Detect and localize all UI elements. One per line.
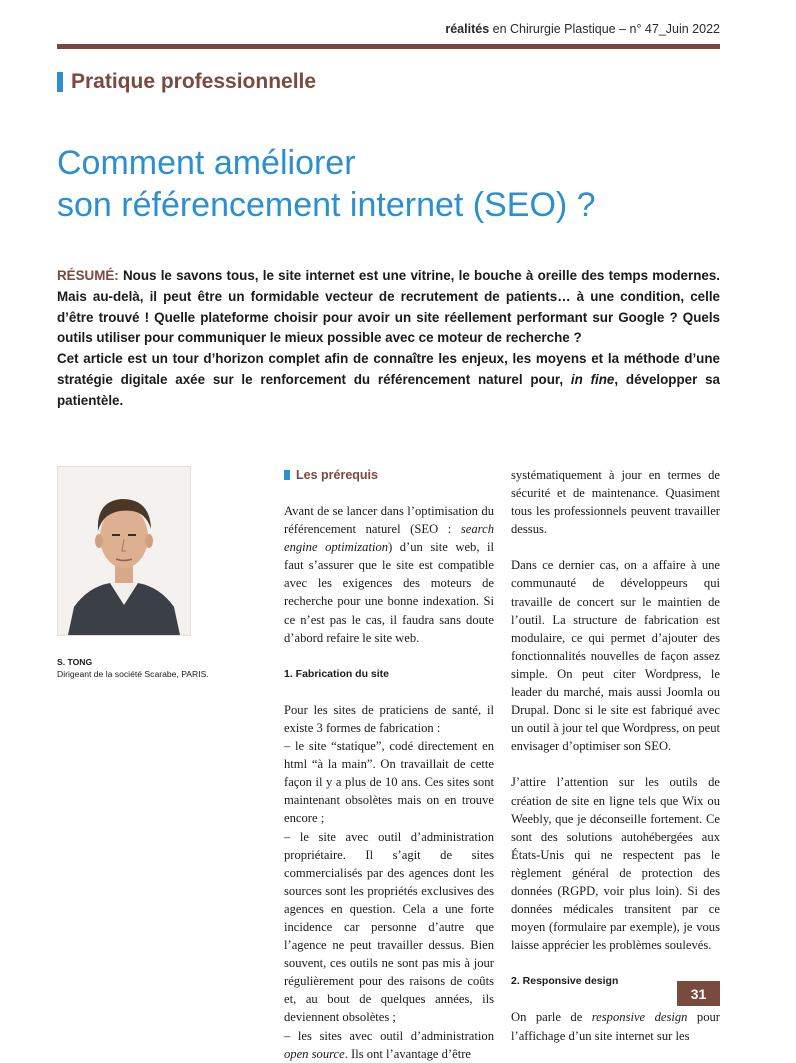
- list-item: – le site avec outil d’administration propriétaire. Il s’agit de sites commercialisés par des agences dont les sources sont les propriétés exclusives des agences en question. Cela a une forte incidence car personne d’autre que l’agence ne peut travailler dessus. Bien souvent, ces outils ne sont pas mis à jour régulièrement pour des raisons de coûts et, au bout de quelques années, ils deviennent obsolètes ;: [284, 829, 494, 1025]
- paragraph-text: . Ils ont l’avantage d’être: [344, 1046, 471, 1061]
- author-photo: [57, 466, 191, 636]
- article-title: [57, 142, 737, 226]
- paragraph-text: – les sites avec outil d’administration: [284, 1028, 494, 1043]
- list-item: [284, 1027, 494, 1063]
- column-1: [284, 466, 494, 1063]
- subsection-heading: [284, 466, 494, 484]
- paragraph: [511, 1008, 720, 1044]
- subsection-marker: [284, 470, 290, 480]
- paragraph-text: Avant de se lancer dans l’optimisation du référencement naturel (SEO :: [284, 504, 494, 537]
- abstract-text-2b: , développer sa patientèle.: [57, 371, 721, 408]
- section-marker: [57, 72, 63, 92]
- section-heading: [57, 70, 316, 94]
- header-rule: [57, 44, 720, 49]
- abstract-text-2a: Cet article est un tour d’horizon complet afin de connaître les enjeux, les moyens et la méthode d’une stratégie digitale axée sur le renforcement du référencement naturel pour,: [57, 351, 720, 387]
- paragraph-emphasis: open source: [284, 1046, 345, 1061]
- abstract-text-1: Nous le savons tous, le site internet est une vitrine, le bouche à oreille des temps modernes. Mais au-delà, il peut être un formidable vecteur de recrutement de patients… à une condition, celle d’être trouvé ! Quelle plateforme choisir pour avoir un site réellement performant sur Google ? Quels outils utiliser pour communiquer le mieux possible avec ce moteur de recherche ?: [57, 268, 720, 346]
- paragraph-text: pour l’affichage d’un site internet sur les: [511, 1010, 720, 1043]
- abstract-paragraph-1: [57, 266, 720, 349]
- paragraph: Pour les sites de praticiens de santé, il existe 3 formes de fabrication :: [284, 702, 494, 735]
- subsection-heading-text: Les prérequis: [296, 467, 378, 482]
- paragraph: J’attire l’attention sur les outils de création de site en ligne tels que Wix ou Weebly, que je déconseille fortement. Ce sont des solutions autohébergées aux États-Unis qui ne respectent pas le règlement général de protection des données (RGPD, voir plus loin). Si des données médicales transitent par ce moyen (formulaire par exemple), je vous laisse apprécier les problèmes soulevés.: [511, 775, 720, 953]
- journal-issue: en Chirurgie Plastique – n° 47_Juin 2022: [489, 22, 720, 36]
- author-affiliation: Dirigeant de la société Scarabe, PARIS.: [57, 669, 209, 679]
- minor-heading: 2. Responsive design: [511, 975, 619, 988]
- column-2: [511, 466, 720, 1045]
- author-name: S. TONG: [57, 657, 93, 667]
- abstract-paragraph-2: [57, 349, 720, 411]
- abstract: [57, 266, 720, 412]
- section-label: Pratique professionnelle: [71, 70, 317, 93]
- paragraph: systématiquement à jour en termes de sécurité et de maintenance. Quasiment tous les professionnels peuvent travailler dessus.: [511, 468, 720, 537]
- paragraph-text: ) d’un site web, il faut s’assurer que le site est compatible avec les exigences des moteurs de recherche pour une bonne indexation. Si ce n’est pas le cas, il faudra sans doute d’abord refaire le site web.: [284, 540, 494, 645]
- journal-header: [57, 22, 720, 36]
- paragraph-emphasis: responsive design: [591, 1010, 688, 1025]
- paragraph: Dans ce dernier cas, on a affaire à une communauté de développeurs qui travaille de concert sur le maintien de l’outil. La structure de fabrication est modulaire, ce qui permet d’ajouter des fonctionnalités nouvelles de façon assez simple. On peut citer Wordpress, le leader du marché, mais aussi Joomla ou Drupal. Donc si le site est fabriqué avec un outil à jour tel que Wordpress, on peut envisager d’optimiser son SEO.: [511, 558, 720, 754]
- paragraph-text: On parle de: [511, 1010, 592, 1025]
- title-line-1: Comment améliorer: [57, 144, 356, 182]
- paragraph-emphasis: search engine optimization: [284, 522, 494, 555]
- author-block: [57, 656, 232, 680]
- minor-heading: 1. Fabrication du site: [284, 667, 390, 680]
- page-number: 31: [677, 981, 720, 1006]
- list-item: – le site “statique”, codé directement en html “à la main”. On travaillait de cette façon il y a plus de 10 ans. Ces sites sont maintenant obsolètes mais on en trouve encore ;: [284, 739, 494, 826]
- journal-name: réalités: [445, 22, 490, 36]
- abstract-emphasis: in fine: [570, 371, 615, 387]
- title-line-2: son référencement internet (SEO) ?: [57, 186, 596, 224]
- paragraph: [284, 502, 494, 647]
- abstract-label: RÉSUMÉ:: [57, 268, 119, 283]
